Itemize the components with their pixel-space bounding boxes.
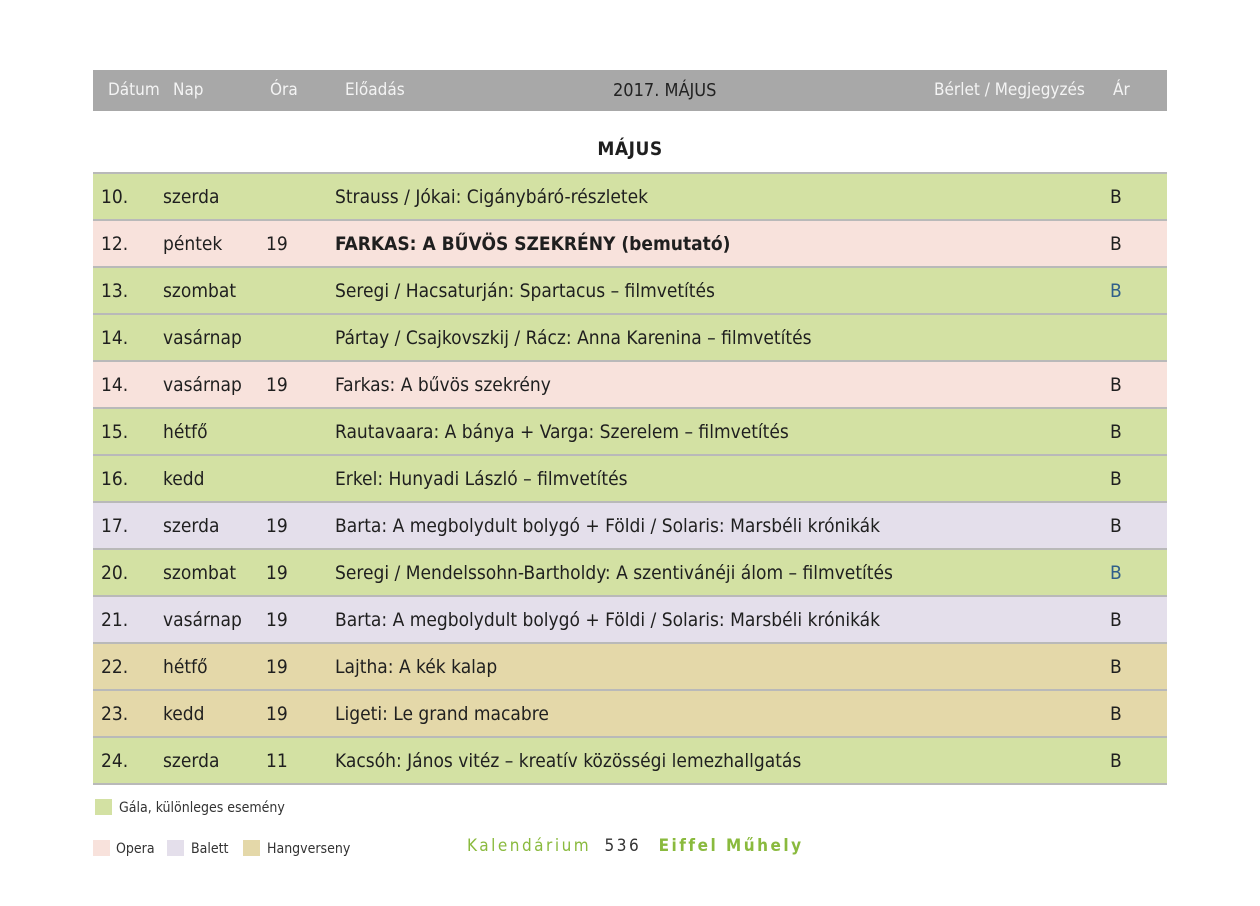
legend-label-gala: Gála, különleges esemény <box>119 800 285 816</box>
footer-brand: Eiffel Műhely <box>658 836 804 856</box>
row-day: kedd <box>163 468 205 490</box>
row-day: szerda <box>163 186 220 208</box>
row-price: B <box>1110 750 1122 772</box>
row-date: 10. <box>101 186 129 208</box>
row-date: 22. <box>101 656 129 678</box>
row-title: Kacsóh: János vitéz – kreatív közösségi lemezhallgatás <box>335 750 802 772</box>
row-hour: 11 <box>266 750 288 772</box>
row-price: B <box>1110 656 1122 678</box>
column-header-date: Dátum <box>108 80 160 100</box>
table-row <box>93 595 1167 642</box>
column-header-hour: Óra <box>270 80 298 100</box>
page-title: 2017. MÁJUS <box>613 80 717 101</box>
row-title: Erkel: Hunyadi László – filmvetítés <box>335 468 628 490</box>
column-header-day: Nap <box>173 80 204 100</box>
row-title: Barta: A megbolydult bolygó + Földi / Solaris: Marsbéli krónikák <box>335 609 881 631</box>
legend-swatch-opera <box>93 840 110 856</box>
row-price: B <box>1110 280 1122 302</box>
table-row <box>93 736 1167 785</box>
table-row <box>93 360 1167 407</box>
row-title: Rautavaara: A bánya + Varga: Szerelem – filmvetítés <box>335 421 789 443</box>
row-price: B <box>1110 186 1122 208</box>
legend-label-hangverseny: Hangverseny <box>267 841 351 857</box>
row-price: B <box>1110 703 1122 725</box>
row-day: szerda <box>163 515 220 537</box>
page-footer <box>467 836 804 856</box>
footer-kalendarium: Kalendárium <box>467 836 592 856</box>
table-row <box>93 266 1167 313</box>
row-date: 12. <box>101 233 129 255</box>
row-day: kedd <box>163 703 205 725</box>
row-price: B <box>1110 562 1122 584</box>
row-date: 17. <box>101 515 129 537</box>
row-date: 20. <box>101 562 129 584</box>
row-date: 13. <box>101 280 129 302</box>
month-heading: MÁJUS <box>597 138 663 160</box>
row-title: Pártay / Csajkovszkij / Rácz: Anna Karenina – filmvetítés <box>335 327 812 349</box>
row-day: vasárnap <box>163 327 242 349</box>
row-hour: 19 <box>266 374 288 396</box>
row-date: 23. <box>101 703 129 725</box>
legend-swatch-hangverseny <box>243 840 260 856</box>
page-number: 536 <box>604 836 642 856</box>
row-hour: 19 <box>266 233 288 255</box>
legend-label-balett: Balett <box>191 841 229 857</box>
row-hour: 19 <box>266 562 288 584</box>
table-row <box>93 689 1167 736</box>
row-price: B <box>1110 609 1122 631</box>
row-price: B <box>1110 374 1122 396</box>
row-hour: 19 <box>266 609 288 631</box>
table-row <box>93 407 1167 454</box>
row-day: vasárnap <box>163 374 242 396</box>
row-title: Seregi / Hacsaturján: Spartacus – filmvetítés <box>335 280 715 302</box>
row-title: Barta: A megbolydult bolygó + Földi / Solaris: Marsbéli krónikák <box>335 515 881 537</box>
table-row <box>93 454 1167 501</box>
table-row <box>93 548 1167 595</box>
legend-swatch-balett <box>167 840 184 856</box>
row-title: Ligeti: Le grand macabre <box>335 703 549 725</box>
row-title: Lajtha: A kék kalap <box>335 656 498 678</box>
column-header-price: Ár <box>1113 80 1130 100</box>
row-date: 16. <box>101 468 129 490</box>
row-price: B <box>1110 515 1122 537</box>
row-day: szombat <box>163 562 237 584</box>
row-date: 15. <box>101 421 129 443</box>
row-day: szerda <box>163 750 220 772</box>
table-row <box>93 172 1167 219</box>
column-header-note: Bérlet / Megjegyzés <box>934 80 1085 100</box>
row-day: hétfő <box>163 656 208 678</box>
row-title: Strauss / Jókai: Cigánybáró-részletek <box>335 186 649 208</box>
row-day: szombat <box>163 280 237 302</box>
row-hour: 19 <box>266 656 288 678</box>
row-date: 21. <box>101 609 129 631</box>
table-header <box>93 70 1167 111</box>
table-row <box>93 219 1167 266</box>
row-day: vasárnap <box>163 609 242 631</box>
legend-swatch-gala <box>95 799 112 815</box>
column-header-title: Előadás <box>345 80 405 100</box>
row-price: B <box>1110 421 1122 443</box>
table-row <box>93 501 1167 548</box>
row-title: Seregi / Mendelssohn-Bartholdy: A szentivánéji álom – filmvetítés <box>335 562 893 584</box>
table-row <box>93 642 1167 689</box>
row-hour: 19 <box>266 515 288 537</box>
table-row <box>93 313 1167 360</box>
row-title: Farkas: A bűvös szekrény <box>335 374 551 396</box>
row-date: 14. <box>101 374 129 396</box>
row-day: péntek <box>163 233 223 255</box>
row-hour: 19 <box>266 703 288 725</box>
legend-label-opera: Opera <box>116 841 155 857</box>
row-date: 24. <box>101 750 129 772</box>
row-price: B <box>1110 468 1122 490</box>
row-title: FARKAS: A BŰVÖS SZEKRÉNY (bemutató) <box>335 233 731 255</box>
row-price: B <box>1110 233 1122 255</box>
event-table <box>93 172 1167 785</box>
row-date: 14. <box>101 327 129 349</box>
row-day: hétfő <box>163 421 208 443</box>
